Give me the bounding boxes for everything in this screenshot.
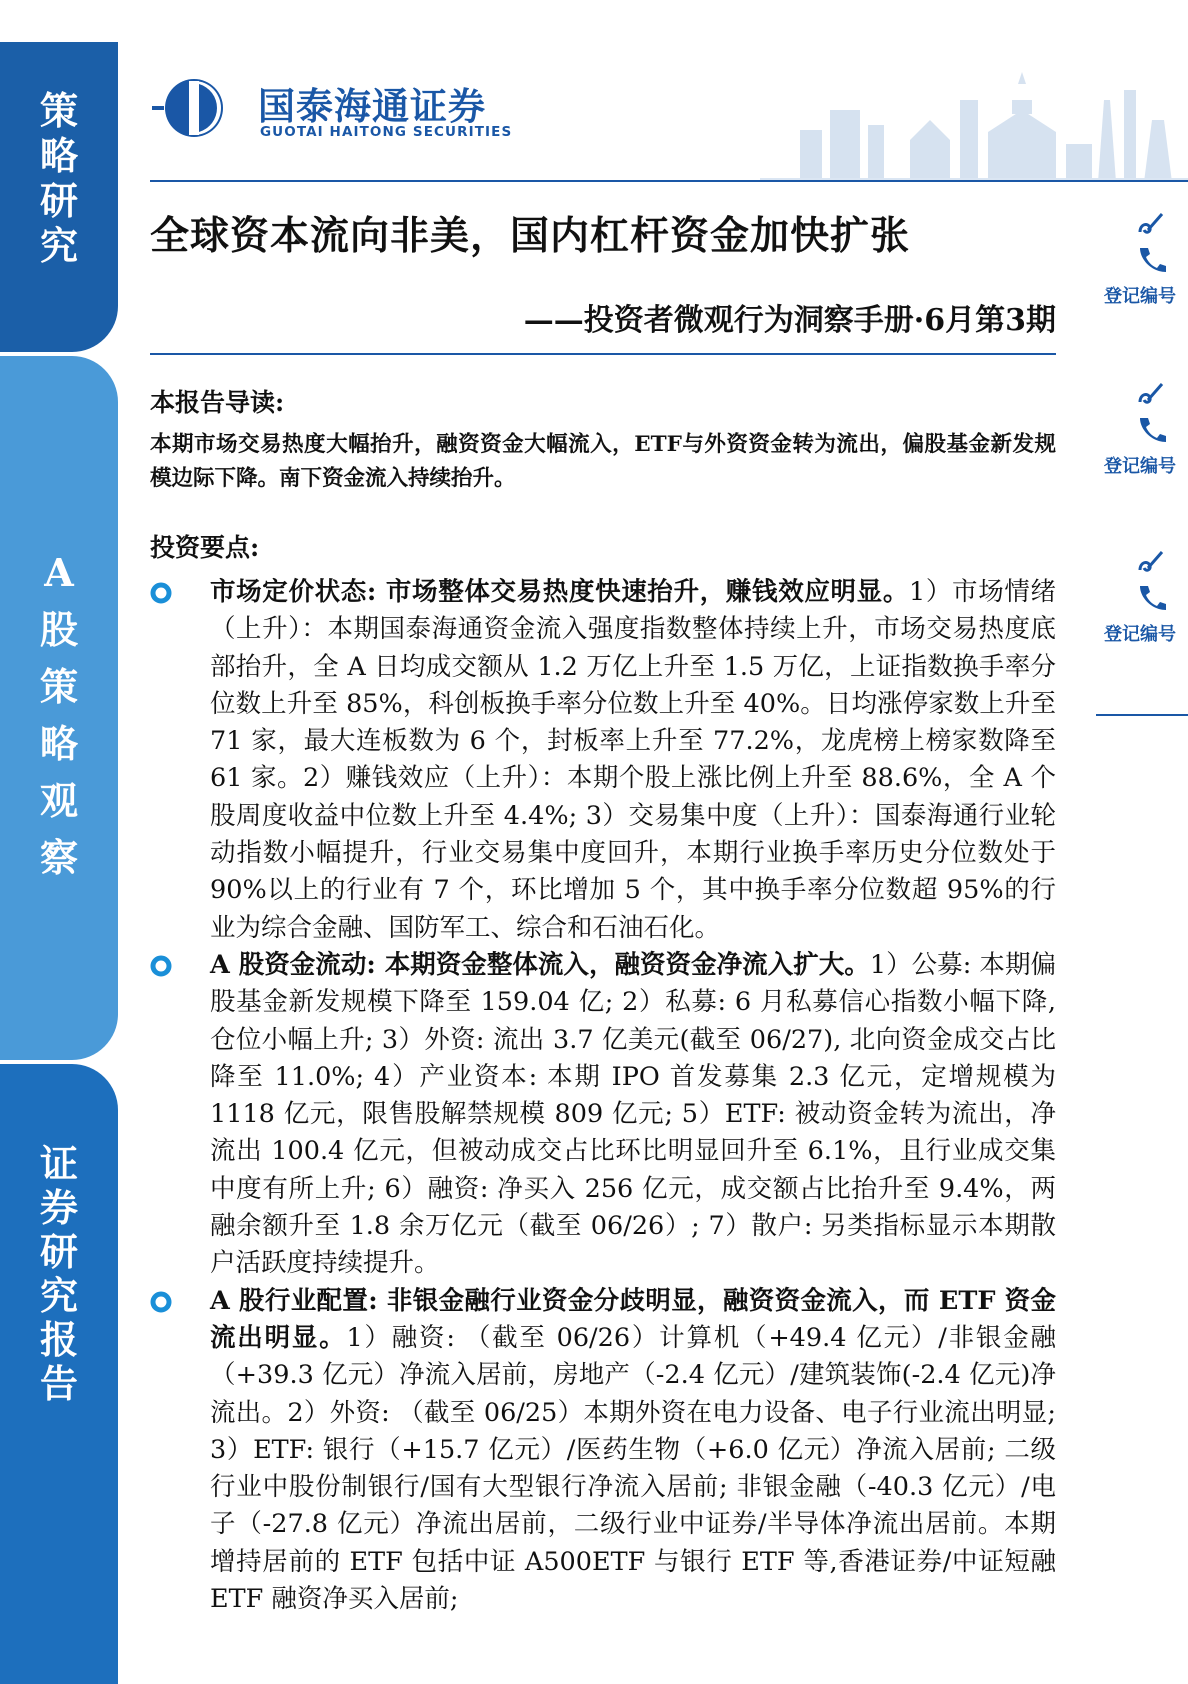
- side-tab-char: A: [44, 550, 74, 595]
- point-item: [150, 574, 1056, 947]
- analyst-contact-3: [1104, 548, 1188, 646]
- report-title: 全球资本流向非美，国内杠杆资金加快扩张: [150, 213, 911, 259]
- phone-icon: [1134, 244, 1168, 274]
- point-item: [150, 1283, 1056, 1619]
- point-lead: A 股行业配置: 非银金融行业资金分歧明显，融资资金流入，而 ETF 资金流出明显。: [210, 1285, 1056, 1353]
- pen-icon: [1134, 548, 1168, 578]
- side-tab-a-share-strategy: [0, 356, 118, 1060]
- title-divider: [150, 353, 1056, 355]
- side-tab-char: 究: [39, 1273, 78, 1318]
- side-tab-char: 告: [39, 1361, 78, 1406]
- brand-name-cn: 国泰海通证券: [258, 85, 486, 128]
- side-tab-securities-report: [0, 1064, 118, 1684]
- header-divider: [150, 180, 1188, 182]
- registration-label: 登记编号: [1104, 456, 1176, 477]
- point-lead: A 股资金流动: 本期资金整体流入，融资资金净流入扩大。: [210, 949, 870, 980]
- phone-icon: [1134, 582, 1168, 612]
- side-tab-char: 略: [39, 133, 78, 178]
- point-body: 1）融资: （截至 06/26）计算机（+49.4 亿元）/非银金融（+39.3 亿元）净流入居前，房地产（-2.4 亿元）/建筑装饰(-2.4 亿元)净流出。2）外资: （截至 06/25）本期外资在电力设备、电子行业流出明显; 3）ETF: 银行（+15.7 亿元）/医药生物（+6.0 亿元）净流入居前; 二级行业中股份制银行/国有大型银行净流入居前; 非银金融（-40.3 亿元）/电子（-27.8 亿元）净流出居前，二级行业中证券/半导体净流出居前。本期增持居前的 ETF 包括中证 A500ETF 与银行 ETF 等,香港证券/中证短融 ETF 融资净买入居前;: [210, 1322, 1056, 1615]
- contact-divider: [1096, 714, 1188, 716]
- report-subtitle: ——投资者微观行为洞察手册·6月第3期: [523, 303, 1056, 338]
- side-tab-char: 报: [39, 1317, 78, 1362]
- side-tab-char: 股: [39, 607, 78, 652]
- intro-heading: 本报告导读:: [150, 388, 285, 417]
- side-tab-char: 研: [39, 178, 78, 223]
- analyst-contact-2: [1104, 380, 1188, 478]
- intro-text: 本期市场交易热度大幅抬升，融资资金大幅流入，ETF与外资资金转为流出，偏股基金新发规模边际下降。南下资金流入持续抬升。: [150, 432, 1056, 491]
- side-tab-char: 察: [39, 835, 78, 880]
- side-tab-char: 策: [39, 88, 78, 133]
- points-heading: 投资要点:: [150, 533, 260, 562]
- side-tab-char: 研: [39, 1229, 78, 1274]
- side-tab-char: 券: [39, 1185, 78, 1230]
- side-tab-char: 究: [39, 223, 78, 268]
- pen-icon: [1134, 380, 1168, 410]
- side-tab-securities-report-text: [0, 1064, 118, 1406]
- bullet-ring-icon: [150, 1291, 172, 1313]
- point-body: 1）公募: 本期偏股基金新发规模下降至 159.04 亿; 2）私募: 6 月私募信心指数小幅下降, 仓位小幅上升; 3）外资: 流出 3.7 亿美元(截至 06/27), 北向资金成交占比降至 11.0%; 4）产业资本: 本期 IPO 首发募集 2.3 亿元，定增规模为 1118 亿元，限售股解禁规模 809 亿元; 5）ETF: 被动资金转为流出，净流出 100.4 亿元，但被动成交占比环比明显回升至 6.1%，且行业成交集中度有所上升; 6）融资: 净买入 256 亿元，成交额占比抬升至 9.4%，两融余额升至 1.8 余万亿元（截至 06/26）; 7）散户: 另类指标显示本期散户活跃度持续提升。: [210, 949, 1057, 1279]
- registration-label: 登记编号: [1104, 624, 1176, 645]
- pen-icon: [1134, 210, 1168, 240]
- point-item: [150, 947, 1056, 1283]
- side-tab-strategy-research-text: [0, 42, 118, 268]
- phone-icon: [1134, 414, 1168, 444]
- points-list: [150, 574, 1056, 1618]
- brand-name-en: GUOTAI HAITONG SECURITIES: [260, 124, 513, 140]
- registration-label: 登记编号: [1104, 286, 1176, 307]
- side-tab-a-share-strategy-text: [0, 356, 118, 886]
- side-tab-strategy-research: [0, 42, 118, 352]
- city-skyline-illustration: [760, 70, 1188, 182]
- side-tab-char: 策: [39, 664, 78, 709]
- side-tab-char: 证: [39, 1141, 78, 1186]
- side-tab-char: 观: [39, 778, 78, 823]
- point-body: 1）市场情绪（上升）：本期国泰海通资金流入强度指数整体持续上升，市场交易热度底部抬升，全 A 日均成交额从 1.2 万亿上升至 1.5 万亿，上证指数换手率分位数上升至 85%，科创板换手率分位数上升至 40%。日均涨停家数上升至 71 家，最大连板数为 6 个，封板率上升至 77.2%，龙虎榜上榜家数降至 61 家。2）赚钱效应（上升）：本期个股上涨比例上升至 88.6%，全 A 个股周度收益中位数上升至 4.4%; 3）交易集中度（上升）：国泰海通行业轮动指数小幅提升，行业交易集中度回升，本期行业换手率历史分位数处于 90%以上的行业有 7 个，环比增加 5 个，其中换手率分位数超 95%的行业为综合金融、国防军工、综合和石油石化。: [210, 577, 1057, 943]
- analyst-contact-1: [1104, 210, 1188, 308]
- brand-logo-icon: [150, 76, 238, 140]
- side-tab-char: 略: [39, 721, 78, 766]
- bullet-ring-icon: [150, 955, 172, 977]
- bullet-ring-icon: [150, 582, 172, 604]
- point-lead: 市场定价状态: 市场整体交易热度快速抬升，赚钱效应明显。: [210, 577, 909, 607]
